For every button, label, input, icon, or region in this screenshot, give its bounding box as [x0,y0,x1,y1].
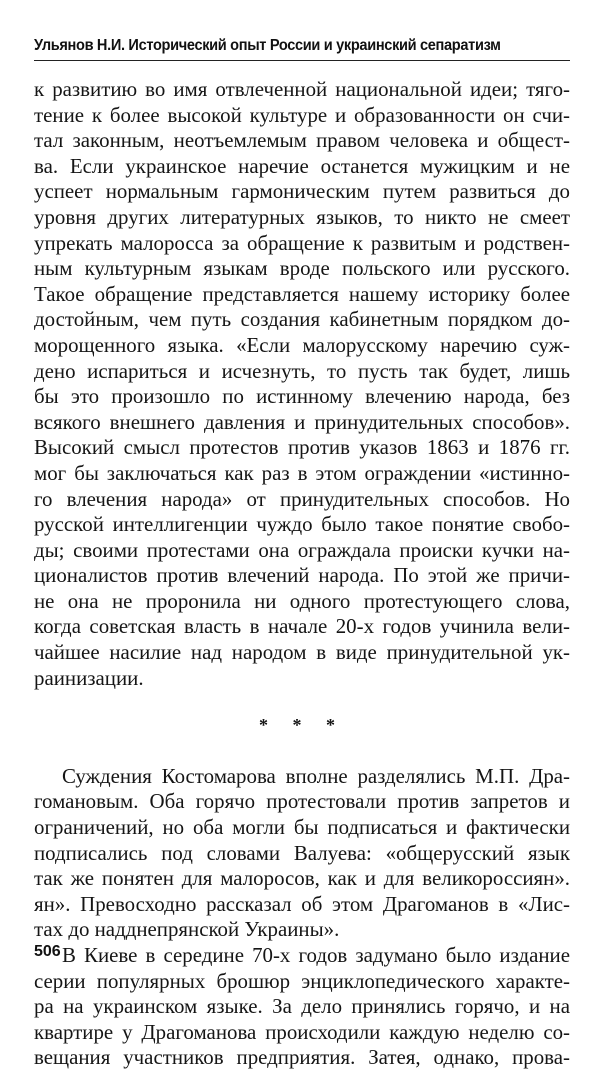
text-body [34,77,570,1071]
text-line: так же понятен для малоросов, как и для великороссиян». [34,866,570,891]
text-line: ным культурным языкам вроде польского или русского. [34,256,570,281]
paragraph-3 [34,943,570,1071]
paragraph-2 [34,764,570,943]
text-line: вещания участников предприятия. Затея, однако, прова- [34,1045,570,1070]
text-line: ды; своими протестами она ограждала происки кучки на- [34,537,570,562]
text-line: успеет нормальным гармоническим путем развиться до [34,179,570,204]
text-line: квартире у Драгоманова происходили каждую неделю со- [34,1019,570,1044]
header-rule [34,60,570,61]
text-line: ян». Превосходно рассказал об этом Драгоманов в «Лис- [34,891,570,916]
text-line: подписались под словами Валуева: «общерусский язык [34,840,570,865]
text-line: ва. Если украинское наречие останется мужицким и не [34,153,570,178]
text-line: Такое обращение представляется нашему историку более [34,281,570,306]
text-line: В Киеве в середине 70-х годов задумано было издание [62,943,570,967]
text-line: тах до надднепрянской Украины». [34,917,340,942]
text-line: всякого внешнего давления и принудительных способов». [34,409,570,434]
running-header: Ульянов Н.И. Исторический опыт России и украинский сепаратизм [34,37,501,54]
text-line: ограничений, но оба могли бы подписаться и фактически [34,815,570,840]
text-line: ра на украинском языке. За дело принялись горячо, и на [34,994,570,1019]
text-line: достойным, чем путь создания кабинетным порядком до- [34,307,570,332]
text-line: го влечения народа» от принудительных способов. Но [34,486,570,511]
page-number: 506 [34,943,61,960]
text-line: тал законным, неотъемлемым правом человека и общест- [34,128,570,153]
text-line: раинизации. [34,665,144,690]
text-line: тение к более высокой культуре и образованности он счи- [34,102,570,127]
text-line: не она не проронила ни одного протестующего слова, [34,588,570,613]
text-line: ционалистов против влечений народа. По этой же причи- [34,563,570,588]
text-line: дено испариться и исчезнуть, то пусть так будет, лишь [34,358,570,383]
text-line: чайшее насилие над народом в виде принудительной ук- [34,640,570,665]
text-line: русской интеллигенции чуждо было такое понятие свобо- [34,512,570,537]
text-line: Суждения Костомарова вполне разделялись М.П. Дра- [62,763,570,788]
text-line: уровня других литературных языков, то никто не смеет [34,204,570,229]
text-line: Высокий смысл протестов против указов 1863 и 1876 гг. [34,435,570,460]
text-line: серии популярных брошюр энциклопедического характе- [34,968,570,993]
text-line: упрекать малоросса за обращение к развитым и родствен- [34,230,570,255]
text-line: морощенного языка. «Если малорусскому наречию суж- [34,332,570,357]
text-line: когда советская власть в начале 20-х годов учинила вели- [34,614,570,639]
text-line: к развитию во имя отвлеченной национальной идеи; тяго- [34,77,570,101]
paragraph-1 [34,77,570,691]
text-line: гомановым. Оба горячо протестовали против запретов и [34,789,570,814]
text-line: мог бы заключаться как раз в этом ограждении «истинно- [34,460,570,485]
section-separator: * * * [259,715,345,736]
text-line: бы это произошло по истинному влечению народа, без [34,384,570,409]
